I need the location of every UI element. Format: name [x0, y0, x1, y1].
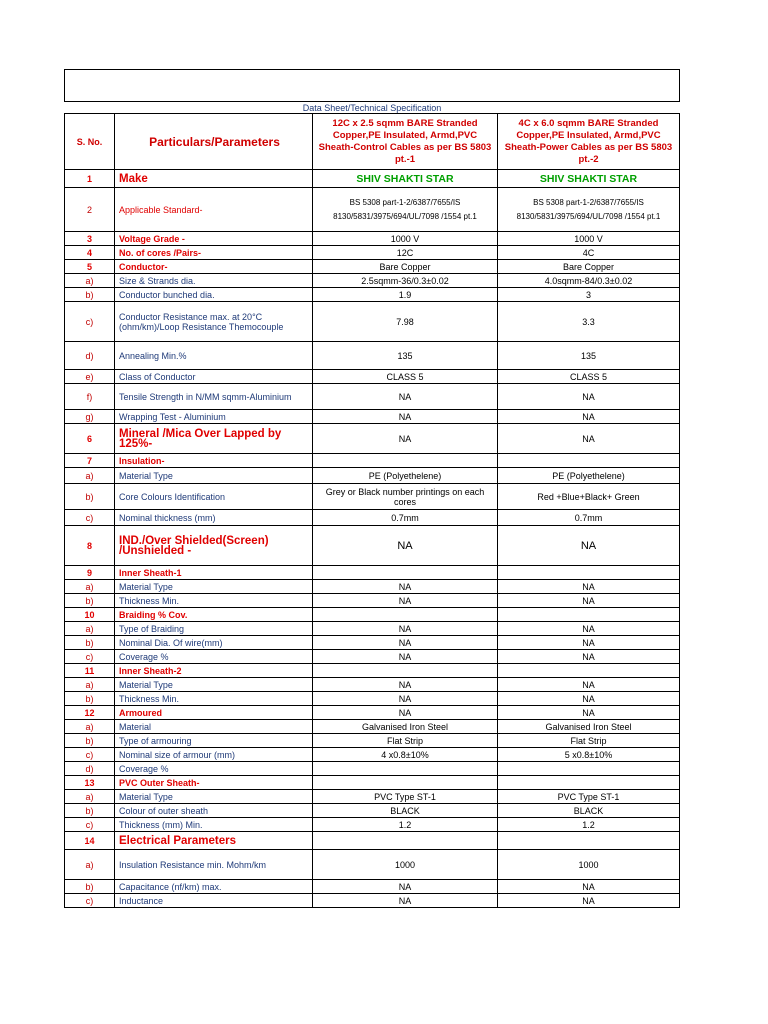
spec-row [65, 748, 680, 762]
row-parameter: IND./Over Shielded(Screen) /Unshielded - [115, 526, 313, 566]
row-parameter: Inner Sheath-2 [115, 664, 313, 678]
row-value-b: NA [498, 410, 680, 424]
row-sno: b) [65, 288, 115, 302]
row-value-a: 1000 V [313, 232, 498, 246]
row-parameter: Insulation- [115, 454, 313, 468]
spec-row [65, 706, 680, 720]
row-value-a: PE (Polyethelene) [313, 468, 498, 484]
row-sno: a) [65, 580, 115, 594]
row-parameter: Size & Strands dia. [115, 274, 313, 288]
row-value-b: 4.0sqmm-84/0.3±0.02 [498, 274, 680, 288]
row-parameter: Core Colours Identification [115, 484, 313, 510]
row-sno: 6 [65, 424, 115, 454]
spec-row [65, 664, 680, 678]
row-value-a: SHIV SHAKTI STAR [313, 170, 498, 188]
spec-rows [65, 170, 680, 908]
header-row [65, 114, 680, 170]
row-parameter: Mineral /Mica Over Lapped by 125%- [115, 424, 313, 454]
row-value-a [313, 566, 498, 580]
row-parameter: Wrapping Test - Aluminium [115, 410, 313, 424]
spec-row [65, 342, 680, 370]
spec-row [65, 424, 680, 454]
row-value-a: Bare Copper [313, 260, 498, 274]
row-value-b: NA [498, 636, 680, 650]
spec-row [65, 288, 680, 302]
spec-row [65, 894, 680, 908]
row-parameter: Nominal Dia. Of wire(mm) [115, 636, 313, 650]
row-parameter: Material Type [115, 790, 313, 804]
row-value-a: 2.5sqmm-36/0.3±0.02 [313, 274, 498, 288]
row-sno: b) [65, 484, 115, 510]
row-value-a: NA [313, 526, 498, 566]
spec-row [65, 510, 680, 526]
row-sno: 9 [65, 566, 115, 580]
spec-row [65, 720, 680, 734]
row-value-b: NA [498, 880, 680, 894]
row-sno: c) [65, 748, 115, 762]
row-sno: 13 [65, 776, 115, 790]
row-value-a: 12C [313, 246, 498, 260]
row-parameter: Annealing Min.% [115, 342, 313, 370]
row-value-b [498, 566, 680, 580]
spec-row [65, 454, 680, 468]
title-row [65, 102, 680, 114]
spec-row [65, 622, 680, 636]
row-sno: e) [65, 370, 115, 384]
header-sno: S. No. [65, 114, 115, 170]
row-value-a: 1.9 [313, 288, 498, 302]
row-sno: 1 [65, 170, 115, 188]
blank-top-row [65, 70, 680, 102]
row-parameter: Inner Sheath-1 [115, 566, 313, 580]
spec-table [64, 69, 680, 908]
spec-row [65, 566, 680, 580]
row-parameter: Make [115, 170, 313, 188]
row-sno: d) [65, 762, 115, 776]
row-value-b: NA [498, 650, 680, 664]
header-col-b: 4C x 6.0 sqmm BARE Stranded Copper,PE Insulated, Armd,PVC Sheath-Power Cables as per BS 5803 pt.-2 [498, 114, 680, 170]
row-value-b: Galvanised Iron Steel [498, 720, 680, 734]
row-sno: f) [65, 384, 115, 410]
row-sno: 11 [65, 664, 115, 678]
row-value-b: 0.7mm [498, 510, 680, 526]
row-parameter: Nominal thickness (mm) [115, 510, 313, 526]
row-sno: c) [65, 302, 115, 342]
spec-row [65, 636, 680, 650]
row-value-b: Bare Copper [498, 260, 680, 274]
row-value-b: NA [498, 594, 680, 608]
spec-row [65, 762, 680, 776]
spec-row [65, 580, 680, 594]
header-particulars: Particulars/Parameters [115, 114, 313, 170]
row-sno: 2 [65, 188, 115, 232]
spec-row [65, 188, 680, 232]
row-sno: b) [65, 594, 115, 608]
row-value-b: 1000 V [498, 232, 680, 246]
row-parameter: Conductor- [115, 260, 313, 274]
row-sno: c) [65, 510, 115, 526]
row-value-a [313, 454, 498, 468]
row-sno: 12 [65, 706, 115, 720]
row-value-a: NA [313, 636, 498, 650]
row-parameter: Coverage % [115, 762, 313, 776]
spec-row [65, 790, 680, 804]
row-value-b: NA [498, 692, 680, 706]
spec-row [65, 526, 680, 566]
row-parameter: Type of armouring [115, 734, 313, 748]
row-value-b: NA [498, 526, 680, 566]
row-value-a: BS 5308 part-1-2/6387/7655/IS 8130/5831/3975/694/UL/7098 /1554 pt.1 [313, 188, 498, 232]
row-value-a: NA [313, 706, 498, 720]
row-sno: 7 [65, 454, 115, 468]
row-value-b: NA [498, 678, 680, 692]
row-sno: a) [65, 274, 115, 288]
row-sno: b) [65, 734, 115, 748]
row-parameter: PVC Outer Sheath- [115, 776, 313, 790]
row-value-a: NA [313, 678, 498, 692]
row-sno: b) [65, 692, 115, 706]
row-parameter: Braiding % Cov. [115, 608, 313, 622]
row-parameter: Coverage % [115, 650, 313, 664]
row-value-b: PVC Type ST-1 [498, 790, 680, 804]
row-value-a: 7.98 [313, 302, 498, 342]
row-sno: a) [65, 790, 115, 804]
row-sno: c) [65, 818, 115, 832]
spec-row [65, 650, 680, 664]
row-parameter: Capacitance (nf/km) max. [115, 880, 313, 894]
row-sno: 10 [65, 608, 115, 622]
spec-row [65, 484, 680, 510]
row-value-b [498, 608, 680, 622]
row-sno: c) [65, 894, 115, 908]
row-value-b: Red +Blue+Black+ Green [498, 484, 680, 510]
row-value-a: NA [313, 894, 498, 908]
row-value-b: NA [498, 706, 680, 720]
row-value-a: NA [313, 580, 498, 594]
row-parameter: Material Type [115, 468, 313, 484]
row-sno: g) [65, 410, 115, 424]
spec-row [65, 818, 680, 832]
row-value-b: 3.3 [498, 302, 680, 342]
row-value-a: NA [313, 692, 498, 706]
row-sno: 3 [65, 232, 115, 246]
row-sno: d) [65, 342, 115, 370]
row-value-a: NA [313, 594, 498, 608]
row-parameter: Class of Conductor [115, 370, 313, 384]
row-value-a: 4 x0.8±10% [313, 748, 498, 762]
row-value-b [498, 762, 680, 776]
spec-row [65, 594, 680, 608]
row-value-a: Galvanised Iron Steel [313, 720, 498, 734]
row-value-a [313, 776, 498, 790]
sheet-title: Data Sheet/Technical Specification [65, 102, 680, 114]
row-sno: c) [65, 650, 115, 664]
row-value-a: 0.7mm [313, 510, 498, 526]
spec-row [65, 734, 680, 748]
row-value-b [498, 664, 680, 678]
header-col-a: 12C x 2.5 sqmm BARE Stranded Copper,PE Insulated, Armd,PVC Sheath-Control Cables as per BS 5803 pt.-1 [313, 114, 498, 170]
row-sno: b) [65, 880, 115, 894]
spec-row [65, 608, 680, 622]
row-value-a: NA [313, 410, 498, 424]
row-sno: 14 [65, 832, 115, 850]
row-parameter: Conductor bunched dia. [115, 288, 313, 302]
spec-row [65, 850, 680, 880]
row-parameter: Type of Braiding [115, 622, 313, 636]
spec-row [65, 232, 680, 246]
row-parameter: Armoured [115, 706, 313, 720]
row-value-a: NA [313, 880, 498, 894]
row-value-a: 1000 [313, 850, 498, 880]
spec-row [65, 370, 680, 384]
row-parameter: Insulation Resistance min. Mohm/km [115, 850, 313, 880]
row-value-b [498, 832, 680, 850]
row-sno: b) [65, 636, 115, 650]
row-parameter: Conductor Resistance max. at 20°C (ohm/km)/Loop Resistance Themocouple [115, 302, 313, 342]
row-value-b: NA [498, 384, 680, 410]
row-value-b [498, 776, 680, 790]
row-parameter: Thickness (mm) Min. [115, 818, 313, 832]
row-sno: a) [65, 622, 115, 636]
row-value-a [313, 762, 498, 776]
row-sno: a) [65, 468, 115, 484]
row-sno: a) [65, 678, 115, 692]
row-value-b: NA [498, 580, 680, 594]
row-parameter: Inductance [115, 894, 313, 908]
row-value-b: PE (Polyethelene) [498, 468, 680, 484]
row-value-b: NA [498, 424, 680, 454]
row-parameter: Electrical Parameters [115, 832, 313, 850]
row-parameter: Thickness Min. [115, 692, 313, 706]
spec-row [65, 832, 680, 850]
row-value-a: Flat Strip [313, 734, 498, 748]
row-parameter: Material [115, 720, 313, 734]
row-value-a: Grey or Black number printings on each cores [313, 484, 498, 510]
spec-row [65, 880, 680, 894]
spec-row [65, 776, 680, 790]
row-parameter: Material Type [115, 580, 313, 594]
row-value-a: NA [313, 384, 498, 410]
row-value-a [313, 608, 498, 622]
row-value-b: 135 [498, 342, 680, 370]
spec-row [65, 692, 680, 706]
row-value-b: BS 5308 part-1-2/6387/7655/IS 8130/5831/3975/694/UL/7098 /1554 pt.1 [498, 188, 680, 232]
row-parameter: Colour of outer sheath [115, 804, 313, 818]
spec-row [65, 468, 680, 484]
row-value-b: BLACK [498, 804, 680, 818]
row-value-a: BLACK [313, 804, 498, 818]
spec-row [65, 260, 680, 274]
spec-row [65, 246, 680, 260]
spec-row [65, 302, 680, 342]
spec-row [65, 384, 680, 410]
row-sno: 4 [65, 246, 115, 260]
row-sno: a) [65, 720, 115, 734]
row-parameter: Tensile Strength in N/MM sqmm-Aluminium [115, 384, 313, 410]
row-value-b: NA [498, 894, 680, 908]
row-value-b: CLASS 5 [498, 370, 680, 384]
row-value-b: SHIV SHAKTI STAR [498, 170, 680, 188]
row-value-b: 1.2 [498, 818, 680, 832]
row-value-a [313, 664, 498, 678]
row-parameter: Nominal size of armour (mm) [115, 748, 313, 762]
row-value-b [498, 454, 680, 468]
row-value-b: Flat Strip [498, 734, 680, 748]
row-value-a: 135 [313, 342, 498, 370]
row-value-a: NA [313, 650, 498, 664]
row-sno: b) [65, 804, 115, 818]
row-value-b: 5 x0.8±10% [498, 748, 680, 762]
spec-row [65, 410, 680, 424]
row-value-b: 3 [498, 288, 680, 302]
row-value-b: 1000 [498, 850, 680, 880]
row-value-a: NA [313, 424, 498, 454]
row-value-a: CLASS 5 [313, 370, 498, 384]
spec-row [65, 170, 680, 188]
row-parameter: Material Type [115, 678, 313, 692]
row-value-a: NA [313, 622, 498, 636]
row-parameter: Applicable Standard- [115, 188, 313, 232]
spec-row [65, 274, 680, 288]
spec-row [65, 804, 680, 818]
row-parameter: Thickness Min. [115, 594, 313, 608]
spec-row [65, 678, 680, 692]
row-value-b: NA [498, 622, 680, 636]
row-value-b: 4C [498, 246, 680, 260]
row-sno: 5 [65, 260, 115, 274]
row-parameter: No. of cores /Pairs- [115, 246, 313, 260]
datasheet [64, 69, 679, 908]
row-sno: a) [65, 850, 115, 880]
row-value-a: 1.2 [313, 818, 498, 832]
row-value-a [313, 832, 498, 850]
row-value-a: PVC Type ST-1 [313, 790, 498, 804]
row-sno: 8 [65, 526, 115, 566]
row-parameter: Voltage Grade - [115, 232, 313, 246]
